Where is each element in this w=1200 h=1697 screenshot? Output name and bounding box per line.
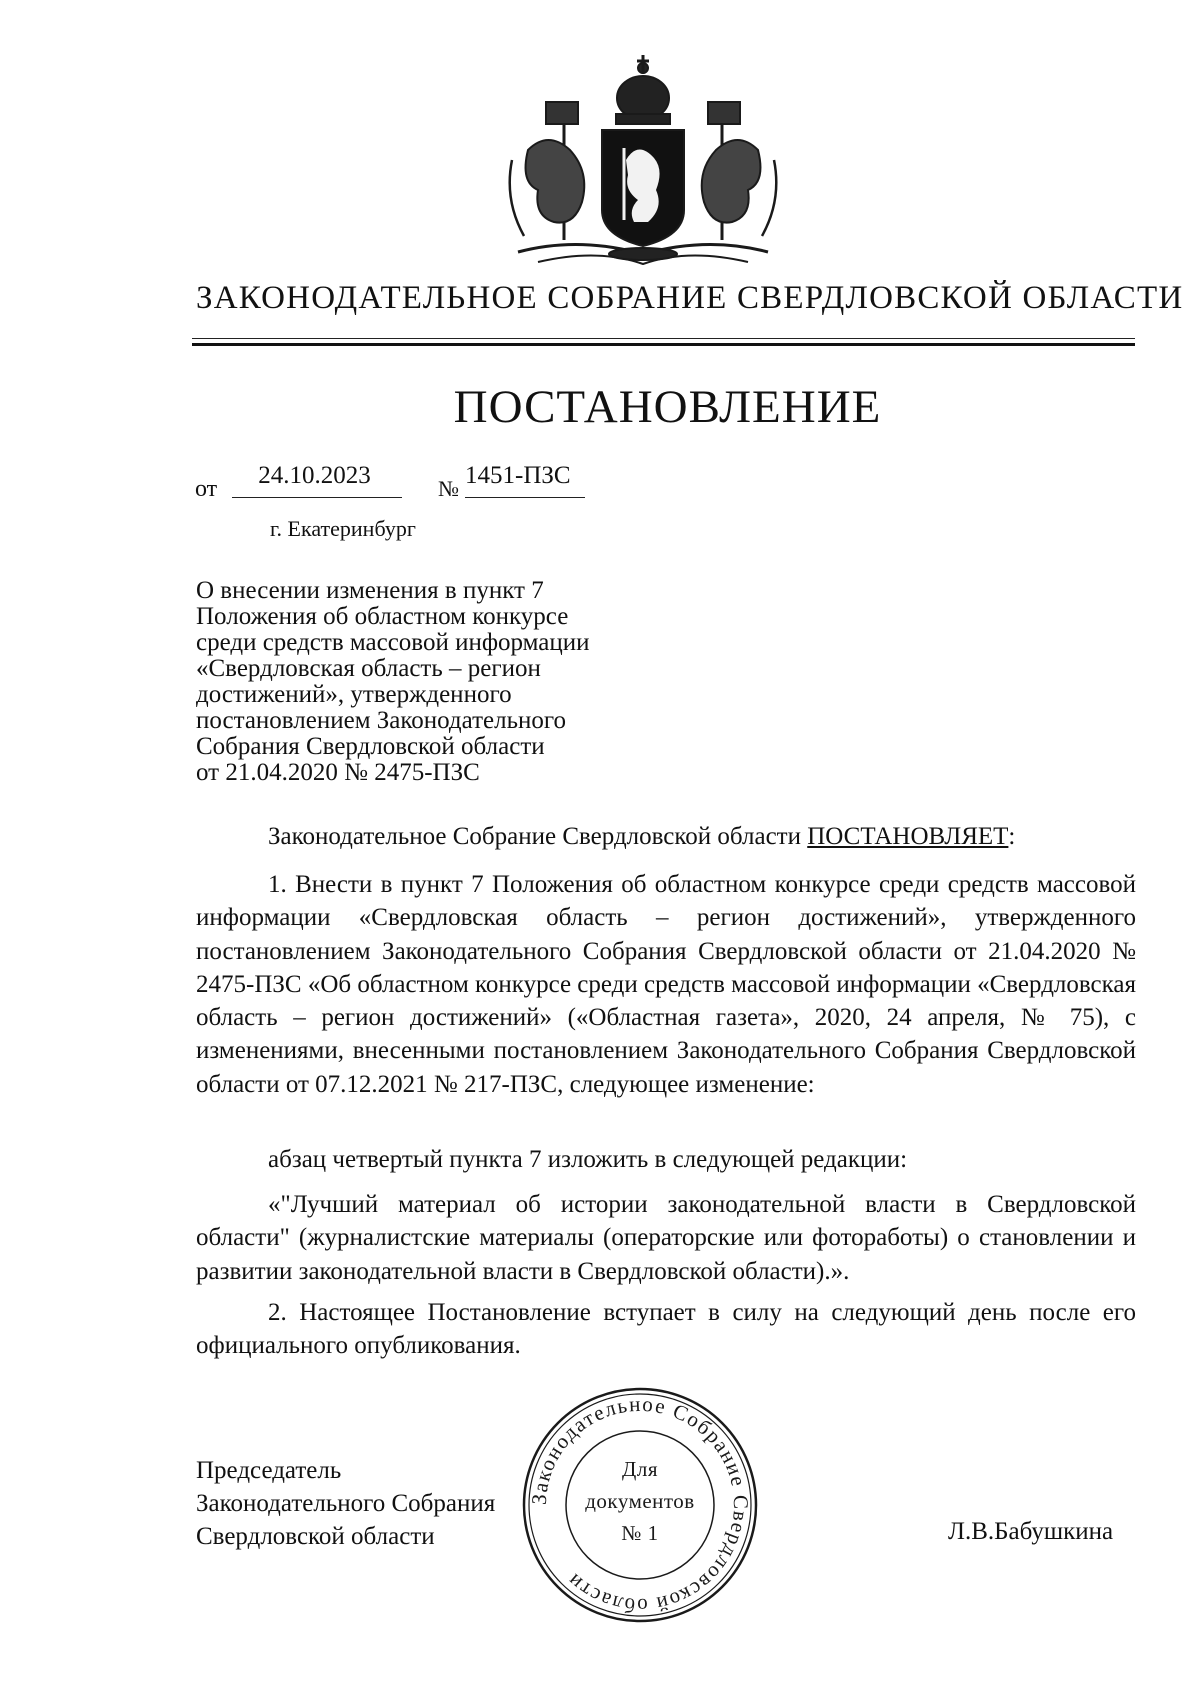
document-type-title: ПОСТАНОВЛЕНИЕ	[453, 381, 882, 433]
paragraph-1: 1. Внести в пункт 7 Положения об областном конкурсе среди средств массовой информации «Свердловская область – регион достижений», утвержденного постановлением Законодательного Собрания Свердловской области от 21.04.2020 № 2475-ПЗС «Об областном конкурсе среди средств массовой информации «Свердловская область – регион достижений» («Областная газета», 2020, 24 апреля, № 75), с изменениями, внесенными постановлением Законодательного Собрания Свердловской области от 07.12.2021 № 217-ПЗС, следующее изменение:	[196, 871, 1137, 1098]
document-city: г. Екатеринбург	[270, 516, 416, 541]
intro-decree-word: ПОСТАНОВЛЯЕТ	[807, 823, 1009, 850]
subject-line: достижений», утвержденного	[196, 681, 512, 708]
paragraph-amendment-text: «"Лучший материал об истории законодательной власти в Свердловской области" (журналистские материалы (операторские или фотоработы) о становлении и развитии законодательной власти в Свердловской области).».	[196, 1191, 1136, 1285]
number-underline	[465, 497, 585, 498]
intro-colon: :	[1008, 823, 1016, 850]
subject-line: О внесении изменения в пункт 7	[196, 577, 544, 604]
document-subject	[196, 578, 676, 786]
subject-line: от 21.04.2020 № 2475-ПЗС	[196, 759, 480, 786]
signatory-name: Л.В.Бабушкина	[948, 1518, 1114, 1545]
subject-line: «Свердловская область – регион	[196, 655, 541, 682]
header-rule-thick	[192, 343, 1135, 346]
stamp-center-text	[568, 1453, 712, 1549]
document-date: 24.10.2023	[258, 462, 371, 489]
paragraph-amendment-intro: абзац четвертый пункта 7 изложить в следующей редакции:	[268, 1146, 908, 1173]
number-label: №	[438, 476, 459, 501]
position-line: Свердловской области	[196, 1523, 435, 1550]
stamp-line: Для	[622, 1457, 658, 1481]
position-line: Законодательного Собрания	[196, 1490, 496, 1517]
subject-line: постановлением Законодательного	[196, 707, 567, 734]
subject-line: Положения об областном конкурсе	[196, 603, 569, 630]
stamp-line: № 1	[621, 1521, 659, 1545]
organization-title: ЗАКОНОДАТЕЛЬНОЕ СОБРАНИЕ СВЕРДЛОВСКОЙ ОБЛАСТИ	[196, 280, 1184, 316]
signatory-position	[196, 1454, 495, 1553]
resolution-intro	[196, 820, 1136, 853]
header-rule-thin	[192, 338, 1135, 339]
document-number: 1451-ПЗС	[465, 462, 571, 489]
coat-of-arms-emblem	[498, 40, 788, 272]
position-line: Председатель	[196, 1457, 342, 1484]
subject-line: среди средств массовой информации	[196, 629, 590, 656]
date-label: от	[195, 476, 218, 502]
intro-text: Законодательное Собрание Свердловской области	[268, 823, 808, 850]
paragraph-2: 2. Настоящее Постановление вступает в силу на следующий день после его официального опубликования.	[196, 1299, 1136, 1360]
stamp-line: документов	[585, 1489, 695, 1513]
date-underline	[232, 497, 402, 498]
subject-line: Собрания Свердловской области	[196, 733, 545, 760]
stamp-ring-text: Законодательное Собрание Свердловской области	[526, 1391, 754, 1619]
